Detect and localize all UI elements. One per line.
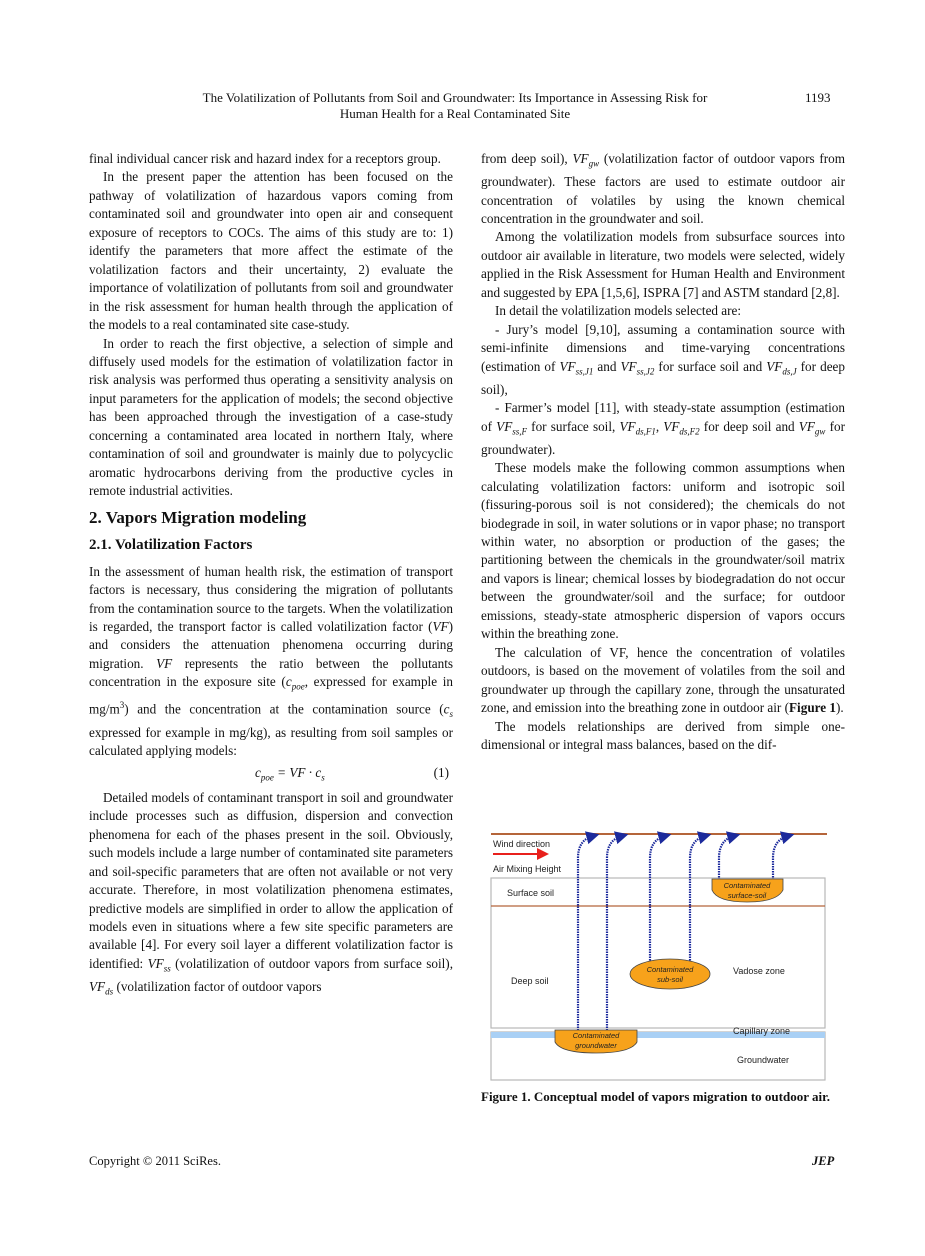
paragraph: The models relationships are derived from simple one-dimensional or integral mass balances, based on the dif- bbox=[481, 718, 845, 752]
contaminated-groundwater-label-2: groundwater bbox=[575, 1041, 617, 1050]
math-subscript: ss bbox=[163, 963, 171, 974]
contaminated-surface-soil-label-2: surface-soil bbox=[727, 891, 767, 900]
superscript: 3 bbox=[119, 700, 125, 711]
text-run: (volatilization of outdoor vapors from surface soil), bbox=[170, 955, 454, 971]
text-run: and bbox=[593, 358, 621, 374]
text-run: - Farmer’s model [11], with steady-state assumption (estimation of bbox=[481, 400, 845, 434]
math-subscript: ss,J2 bbox=[636, 366, 655, 377]
text-run: for deep soil), bbox=[481, 358, 846, 397]
math-subscript: gw bbox=[814, 426, 826, 437]
surface-soil-label: Surface soil bbox=[507, 888, 555, 898]
soil-box bbox=[491, 878, 825, 1028]
paragraph: In the present paper the attention has been focused on the pathway of volatilization of hazardous vapors coming from contaminated soil and groundwater into open air and consequent exposure of receptors to COCs. The aims of this study are to: 1) identify the parameters that more affect the estimate of the volatilization factors and their uncertainty, 2) evaluate the importance of volatilization of pollutants from soil and groundwater in the risk assessment for human health through the application of the models to a real contaminated site case-study. bbox=[89, 169, 453, 333]
paragraph: In order to reach the first objective, a selection of simple and diffusely used models for the estimation of volatilization factor in risk analysis was performed thus operating a sensitivity analysis on input parameters for the application of models; the second objective has been approached through the investigation of a case-study concerning a contaminated area located in northern Italy, where contamination of soil and groundwater is mainly due to polycyclic aromatic hydrocarbons deriving from the productive cycles in remote industrial activities. bbox=[89, 335, 453, 499]
math-symbol: VF bbox=[620, 358, 637, 374]
text-run: from deep soil), bbox=[481, 151, 573, 166]
text-run: - Jury’s model [9,10], assuming a contamination source with semi-infinite dimensions and time-varying concentrations (estimation of bbox=[481, 321, 845, 374]
air-mixing-height-label: Air Mixing Height bbox=[493, 864, 562, 874]
text-run: represents the ratio between the pollutants concentration in the exposure site ( bbox=[89, 655, 453, 690]
text-run: ). bbox=[836, 700, 844, 716]
text-run: for surface soil, bbox=[527, 418, 620, 434]
page-number: 1193 bbox=[805, 90, 831, 105]
math-symbol: VF bbox=[147, 955, 164, 971]
paragraph: In detail the volatilization models selected are: bbox=[495, 303, 742, 319]
eq-lhs-sub: poe bbox=[260, 772, 274, 783]
text-run: Detailed models of contaminant transport in soil and groundwater include processes such as diffusion, dispersion and convection phenomena for each of the phases present in the soil. Obviously, such models include a large number of contaminated site parameters and soil-specific parameters that are often not available or not very accurate. Therefore, in most volatilization phenomena estimates, predictive models are simplified in order to allow the application of models even in situations where a few site specific parameters are available [4]. For every soil layer a different volatilization factor is identified: bbox=[89, 789, 453, 971]
copyright-footer: Copyright © 2011 SciRes. bbox=[89, 1154, 221, 1168]
running-title-line1: The Volatilization of Pollutants from Soil and Groundwater: Its Importance in Assessing Risk for bbox=[202, 90, 708, 105]
math-symbol: VF bbox=[572, 151, 589, 166]
math-subscript: s bbox=[449, 709, 453, 720]
section-heading: 2. Vapors Migration modeling bbox=[89, 507, 307, 527]
contaminated-sub-soil-blob bbox=[630, 959, 710, 989]
wind-direction-label: Wind direction bbox=[493, 839, 551, 849]
math-symbol: VF bbox=[663, 418, 680, 434]
math-symbol: VF bbox=[496, 418, 513, 434]
paragraph: Among the volatilization models from subsurface sources into outdoor air available in literature, two models were selected, widely applied in the Risk Assessment for Human Health and Environment and suggested by EPA [1,5,6], ISPRA [7] and ASTM standard [2,8]. bbox=[481, 229, 845, 300]
eq-lhs: c bbox=[255, 764, 261, 780]
paragraph bbox=[89, 563, 453, 761]
figure-caption: Figure 1. Conceptual model of vapors migration to outdoor air. bbox=[481, 1089, 830, 1104]
contaminated-sub-soil-label-1: Contaminated bbox=[646, 965, 694, 974]
math-symbol: VF bbox=[559, 358, 576, 374]
text-run: The calculation of VF, hence the concentration of volatiles outdoors, is based on the movement of volatiles from the soil and groundwater up through the capillary zone, through the unsaturated zone, and emission into the breathing zone in outdoor air ( bbox=[481, 644, 845, 716]
text-run: ) and considers the attenuation phenomena occurring during migration. bbox=[89, 618, 453, 671]
math-symbol: c bbox=[443, 701, 450, 717]
text-run: ) and the concentration at the contamination source ( bbox=[124, 701, 444, 717]
math-subscript: ds bbox=[105, 986, 114, 997]
capillary-zone-label: Capillary zone bbox=[733, 1026, 791, 1036]
subsection-heading: 2.1. Volatilization Factors bbox=[89, 536, 253, 553]
text-run: , bbox=[655, 418, 664, 434]
equation-formula bbox=[255, 761, 325, 790]
text-run: In the assessment of human health risk, the estimation of transport factors is necessary, thus considering the migration of pollutants from the contamination source to the targets. When the volatilization is regarded, the transport factor is called volatilization factor ( bbox=[89, 563, 453, 634]
math-symbol: VF bbox=[798, 418, 815, 434]
paragraph bbox=[89, 789, 453, 1001]
equation-number: (1) bbox=[433, 764, 449, 780]
text-run: , expressed for example in mg/m bbox=[89, 674, 453, 717]
vapor-path bbox=[719, 836, 734, 880]
text-run: expressed for example in mg/kg), as resulting from soil samples or calculated applying models: bbox=[89, 724, 453, 759]
vadose-zone-label: Vadose zone bbox=[733, 966, 785, 976]
math-symbol: VF bbox=[89, 978, 106, 994]
right-column bbox=[481, 150, 845, 754]
running-title-line2: Human Health for a Real Contaminated Site bbox=[339, 106, 571, 121]
math-subscript: ds,F2 bbox=[679, 426, 700, 437]
equation-1 bbox=[89, 761, 453, 785]
text-run: for deep soil and bbox=[699, 418, 799, 434]
math-symbol: VF bbox=[432, 618, 449, 634]
paragraph bbox=[481, 644, 845, 718]
math-subscript: ds,F1 bbox=[635, 426, 656, 437]
math-symbol: VF bbox=[156, 655, 173, 671]
math-symbol: VF bbox=[766, 358, 783, 374]
math-subscript: ss,J1 bbox=[575, 366, 594, 377]
math-symbol: c bbox=[285, 674, 292, 690]
vapor-path bbox=[773, 836, 788, 880]
contaminated-groundwater-label-1: Contaminated bbox=[572, 1031, 620, 1040]
math-symbol: VF bbox=[619, 418, 636, 434]
list-item bbox=[481, 321, 845, 399]
text-run: (volatilization factor of outdoor vapors bbox=[113, 978, 322, 994]
journal-abbreviation: JEP bbox=[812, 1154, 835, 1168]
running-header bbox=[150, 90, 760, 122]
left-column bbox=[89, 150, 453, 1001]
eq-rhs: = VF · c bbox=[273, 764, 322, 780]
paragraph: final individual cancer risk and hazard index for a receptors group. bbox=[89, 151, 441, 166]
conceptual-model-diagram bbox=[481, 828, 841, 1088]
math-subscript: ss,F bbox=[512, 426, 528, 437]
text-run: (volatilization factor of outdoor vapors from groundwater). These factors are used to estimate outdoor air concentration of volatiles by using the known chemical concentration in the groundwater and soil. bbox=[481, 151, 845, 226]
math-subscript: ds,J bbox=[782, 366, 797, 377]
contaminated-surface-soil-label-1: Contaminated bbox=[723, 881, 771, 890]
text-run: for surface soil and bbox=[654, 358, 767, 374]
paragraph: These models make the following common assumptions when calculating volatilization factors: uniform and isotropic soil (fissuring-porous soil is not considered); the chemicals do not biodegrade in soil, in water solutions or in vapor phase; no transport within water, no absorption or production of the gases; the partitioning between the chemicals in the groundwater/soil matrix and vapors is linear; chemical losses by biodegradation do not occur between the groundwater/soil and the surface; for outdoor emissions, steady-state atmospheric dispersion of vapors occurs within the breathing zone. bbox=[481, 460, 845, 642]
list-item bbox=[481, 399, 845, 459]
paragraph bbox=[481, 150, 845, 228]
figure-reference-link[interactable]: Figure 1 bbox=[789, 700, 837, 716]
groundwater-label: Groundwater bbox=[737, 1055, 790, 1065]
deep-soil-label: Deep soil bbox=[511, 976, 549, 986]
math-subscript: poe bbox=[291, 681, 305, 692]
contaminated-sub-soil-label-2: sub-soil bbox=[657, 975, 683, 984]
figure-1 bbox=[481, 828, 841, 1088]
eq-rhs-sub: s bbox=[321, 772, 325, 783]
text-run: for groundwater). bbox=[481, 418, 845, 457]
math-subscript: gw bbox=[588, 158, 600, 169]
